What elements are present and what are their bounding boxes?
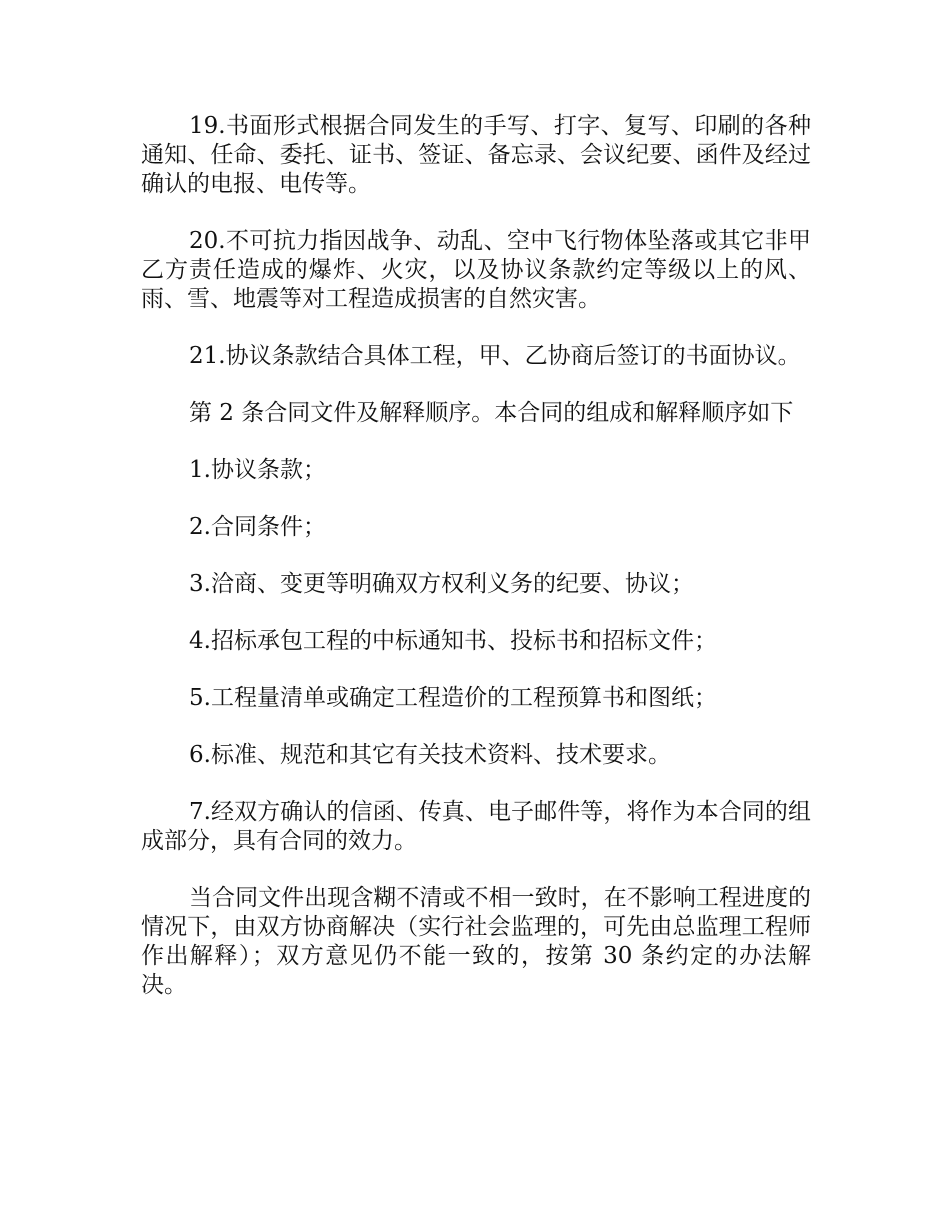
paragraph-20-force-majeure: 20.不可抗力指因战争、动乱、空中飞行物体坠落或其它非甲乙方责任造成的爆炸、火灾，以及协议条款约定等级以上的风、雨、雪、地震等对工程造成损害的自然灾害。 xyxy=(141,228,811,312)
list-item-2: 2.合同条件； xyxy=(189,514,326,540)
list-item-3: 3.洽商、变更等明确双方权利义务的纪要、协议； xyxy=(189,571,694,597)
paragraph-conflict-resolution: 当合同文件出现含糊不清或不相一致时，在不影响工程进度的情况下，由双方协商解决（实行社会监理的，可先由总监理工程师作出解释）；双方意见仍不能一致的，按第 30 条约定的办法解决。 xyxy=(141,885,811,998)
paragraph-21-agreement-terms: 21.协议条款结合具体工程，甲、乙协商后签订的书面协议。 xyxy=(189,343,801,369)
paragraph-article-2-heading: 第 2 条合同文件及解释顺序。本合同的组成和解释顺序如下 xyxy=(189,400,794,426)
document-page xyxy=(141,112,811,1028)
paragraph-19-written-form: 19.书面形式根据合同发生的手写、打字、复写、印刷的各种通知、任命、委托、证书、签证、备忘录、会议纪要、函件及经过确认的电报、电传等。 xyxy=(141,113,811,197)
list-item-1: 1.协议条款； xyxy=(189,457,326,483)
list-item-6: 6.标准、规范和其它有关技术资料、技术要求。 xyxy=(189,742,671,768)
list-item-7: 7.经双方确认的信函、传真、电子邮件等，将作为本合同的组成部分，具有合同的效力。 xyxy=(141,799,811,854)
list-item-5: 5.工程量清单或确定工程造价的工程预算书和图纸； xyxy=(189,685,717,711)
list-item-4: 4.招标承包工程的中标通知书、投标书和招标文件； xyxy=(189,628,717,654)
